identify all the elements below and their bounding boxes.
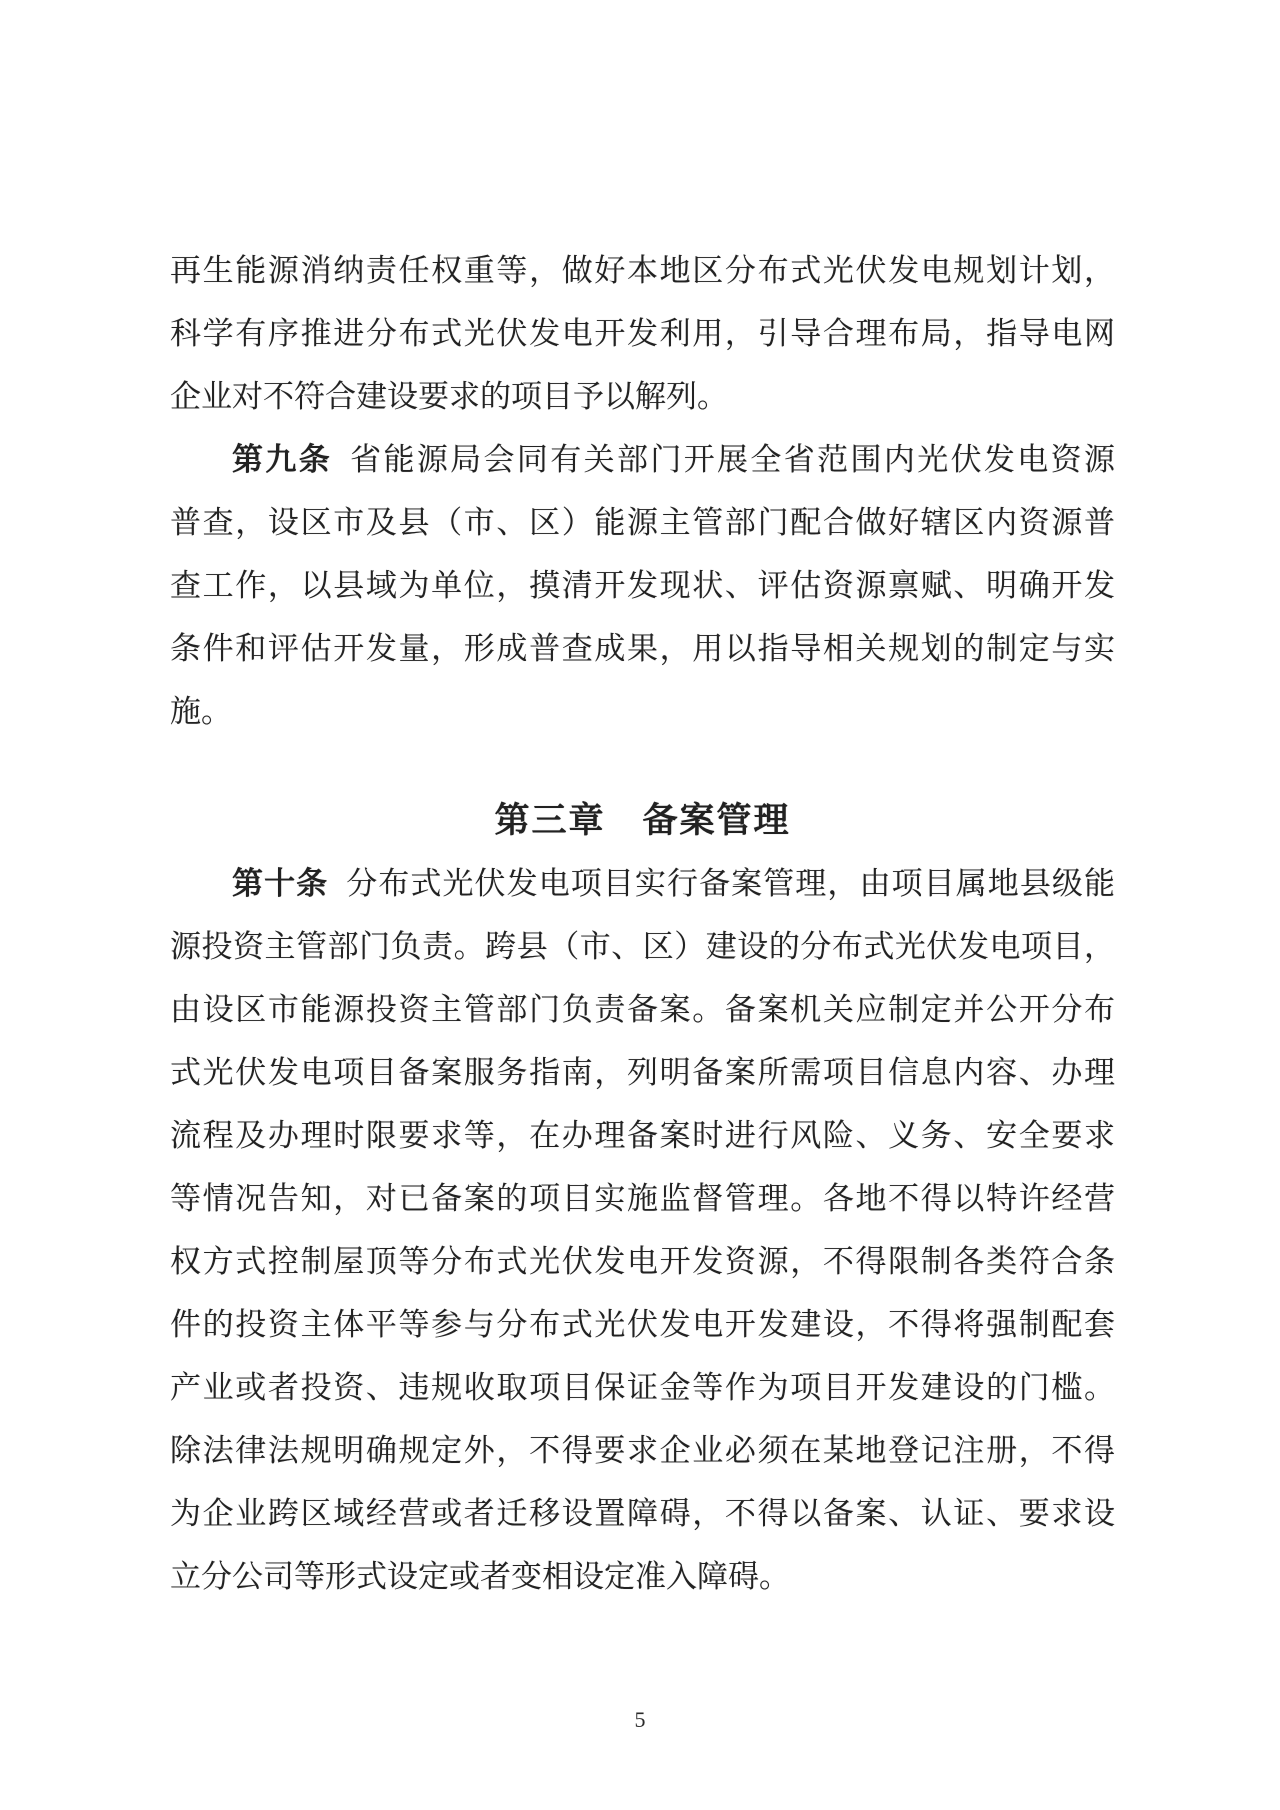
text-line	[170, 365, 1115, 428]
paragraph	[170, 239, 1115, 428]
text-line	[170, 1293, 1115, 1356]
line-text: 条件和评估开发量，形成普查成果，用以指导相关规划的制定与实	[170, 631, 1115, 666]
text-line	[170, 680, 1115, 743]
line-text: 查工作，以县域为单位，摸清开发现状、评估资源禀赋、明确开发	[170, 568, 1115, 603]
text-line	[170, 852, 1115, 915]
line-text: 等情况告知，对已备案的项目实施监督管理。各地不得以特许经营	[170, 1181, 1115, 1216]
line-text: 由设区市能源投资主管部门负责备案。备案机关应制定并公开分布	[170, 992, 1115, 1027]
line-text: 施。	[170, 694, 232, 729]
article-number: 第十条	[232, 866, 329, 901]
text-line	[170, 1356, 1115, 1419]
line-text: 式光伏发电项目备案服务指南，列明备案所需项目信息内容、办理	[170, 1055, 1115, 1090]
text-line	[170, 978, 1115, 1041]
text-line	[170, 554, 1115, 617]
line-text: 分布式光伏发电项目实行备案管理，由项目属地县级能	[346, 866, 1115, 901]
article-number: 第九条	[232, 442, 333, 477]
line-text: 普查，设区市及县（市、区）能源主管部门配合做好辖区内资源普	[170, 505, 1115, 540]
text-line	[170, 1482, 1115, 1545]
line-text: 为企业跨区域经营或者迁移设置障碍，不得以备案、认证、要求设	[170, 1496, 1115, 1531]
chapter-heading: 第三章 备案管理	[494, 801, 791, 840]
line-text: 产业或者投资、违规收取项目保证金等作为项目开发建设的门槛。	[170, 1370, 1115, 1405]
text-line	[170, 1167, 1115, 1230]
text-line	[170, 239, 1115, 302]
text-line	[170, 302, 1115, 365]
line-text: 再生能源消纳责任权重等，做好本地区分布式光伏发电规划计划，	[170, 253, 1115, 288]
text-line	[170, 491, 1115, 554]
line-text: 权方式控制屋顶等分布式光伏发电开发资源，不得限制各类符合条	[170, 1244, 1115, 1279]
text-line	[170, 1419, 1115, 1482]
paragraph	[170, 852, 1115, 1608]
line-text: 省能源局会同有关部门开展全省范围内光伏发电资源	[350, 442, 1115, 477]
text-line	[170, 1104, 1115, 1167]
page-number: 5	[634, 1707, 646, 1732]
line-text: 件的投资主体平等参与分布式光伏发电开发建设，不得将强制配套	[170, 1307, 1115, 1342]
text-line	[170, 428, 1115, 491]
line-text: 科学有序推进分布式光伏发电开发利用，引导合理布局，指导电网	[170, 316, 1115, 351]
text-line	[170, 1041, 1115, 1104]
document-body	[170, 0, 1115, 1608]
text-line	[170, 1545, 1115, 1608]
paragraph	[170, 428, 1115, 743]
line-text: 源投资主管部门负责。跨县（市、区）建设的分布式光伏发电项目，	[170, 929, 1115, 964]
line-text: 立分公司等形式设定或者变相设定准入障碍。	[170, 1559, 790, 1594]
text-line	[170, 915, 1115, 978]
text-line	[170, 617, 1115, 680]
text-line	[170, 1230, 1115, 1293]
line-text: 企业对不符合建设要求的项目予以解列。	[170, 379, 728, 414]
line-text: 除法律法规明确规定外，不得要求企业必须在某地登记注册，不得	[170, 1433, 1115, 1468]
line-text: 流程及办理时限要求等，在办理备案时进行风险、义务、安全要求	[170, 1118, 1115, 1153]
